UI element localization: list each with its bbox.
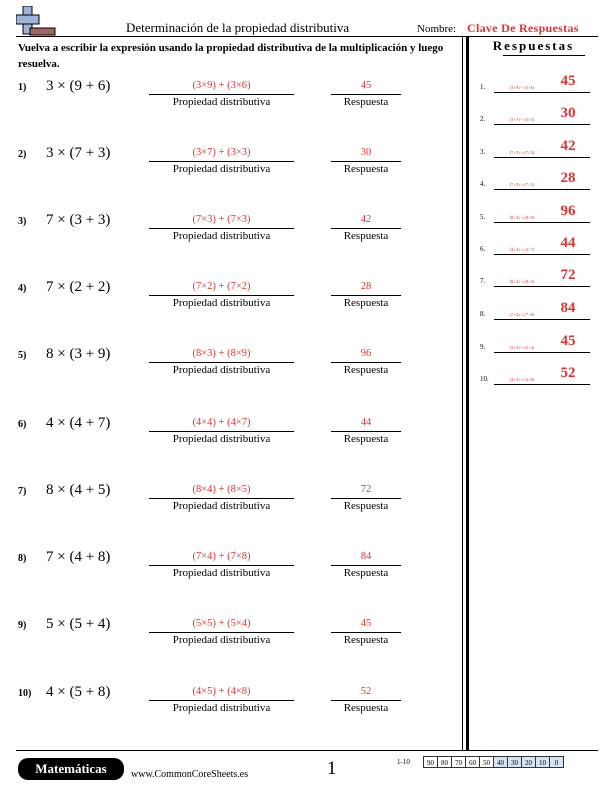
result-answer-line <box>331 295 401 296</box>
distributive-label: Propiedad distributiva <box>172 433 271 445</box>
problem-expression: 7 × (2 + 2) <box>46 279 111 295</box>
problem-item <box>0 616 460 670</box>
result-answer: 42 <box>360 214 372 225</box>
score-cell: 0 <box>549 756 564 768</box>
key-number: 7. <box>480 277 486 285</box>
distributive-answer-line <box>149 161 294 162</box>
result-label: Respuesta <box>343 364 389 376</box>
result-answer: 44 <box>360 417 372 428</box>
problem-number: 8) <box>18 553 27 564</box>
key-answer: 72 <box>560 267 576 283</box>
answer-key-row <box>470 170 598 195</box>
score-cell: 20 <box>521 756 536 768</box>
key-number: 10. <box>480 375 489 383</box>
key-answer-line <box>546 286 590 287</box>
problem-item <box>0 145 460 199</box>
answer-key-row <box>470 333 598 358</box>
key-answer-line <box>546 352 590 353</box>
result-label: Respuesta <box>343 634 389 646</box>
key-distributive-line <box>494 124 550 125</box>
result-label: Respuesta <box>343 96 389 108</box>
key-distributive-line <box>494 189 550 190</box>
distributive-answer: (5×5) + (5×4) <box>192 618 251 629</box>
key-number: 9. <box>480 343 486 351</box>
result-label: Respuesta <box>343 433 389 445</box>
problem-item <box>0 78 460 132</box>
result-answer: 28 <box>360 281 372 292</box>
key-number: 1. <box>480 83 486 91</box>
problem-expression: 5 × (5 + 4) <box>46 616 111 632</box>
problem-expression: 8 × (4 + 5) <box>46 482 111 498</box>
problem-item <box>0 482 460 536</box>
key-distributive: (8×4) + (8×5) <box>509 279 535 284</box>
problem-item <box>0 684 460 738</box>
score-table <box>424 756 564 768</box>
answer-key-row <box>470 365 598 390</box>
key-distributive: (5×5) + (5×4) <box>509 345 535 350</box>
score-cell: 90 <box>423 756 438 768</box>
key-distributive-line <box>494 157 550 158</box>
result-answer: 45 <box>360 618 372 629</box>
distributive-answer-line <box>149 228 294 229</box>
distributive-answer-line <box>149 700 294 701</box>
distributive-label: Propiedad distributiva <box>172 230 271 242</box>
key-distributive-line <box>494 286 550 287</box>
brand-badge: Matemáticas <box>18 758 124 780</box>
distributive-label: Propiedad distributiva <box>172 500 271 512</box>
problem-number: 9) <box>18 620 27 631</box>
result-answer-line <box>331 228 401 229</box>
distributive-answer: (4×5) + (4×8) <box>192 686 251 697</box>
score-cell: 30 <box>507 756 522 768</box>
distributive-answer: (8×4) + (8×5) <box>192 484 251 495</box>
problem-item <box>0 346 460 400</box>
plus-minus-logo-icon <box>16 6 56 36</box>
key-answer: 42 <box>560 138 576 154</box>
score-range-label: 1-10 <box>397 758 410 766</box>
score-cell: 10 <box>535 756 550 768</box>
column-divider <box>466 37 469 750</box>
score-cell: 40 <box>493 756 508 768</box>
site-url: www.CommonCoreSheets.es <box>131 769 249 780</box>
column-divider <box>462 37 463 750</box>
key-distributive: (4×5) + (4×8) <box>509 377 535 382</box>
problem-number: 2) <box>18 149 27 160</box>
key-answer-line <box>546 124 590 125</box>
distributive-answer-line <box>149 565 294 566</box>
key-distributive: (7×3) + (7×3) <box>509 150 535 155</box>
result-label: Respuesta <box>343 702 389 714</box>
result-answer-line <box>331 565 401 566</box>
distributive-answer: (4×4) + (4×7) <box>192 417 251 428</box>
distributive-answer: (3×9) + (3×6) <box>192 80 251 91</box>
key-distributive-line <box>494 222 550 223</box>
answer-key-row <box>470 235 598 260</box>
result-answer: 72 <box>360 484 372 495</box>
problem-item <box>0 415 460 469</box>
key-distributive: (7×2) + (7×2) <box>509 182 535 187</box>
answer-key-row <box>470 203 598 228</box>
answer-key-row <box>470 105 598 130</box>
key-distributive: (7×4) + (7×8) <box>509 312 535 317</box>
answer-key-row <box>470 300 598 325</box>
distributive-answer: (7×3) + (7×3) <box>192 214 251 225</box>
key-distributive: (3×7) + (3×3) <box>509 117 535 122</box>
distributive-answer-line <box>149 498 294 499</box>
score-cell: 50 <box>479 756 494 768</box>
key-number: 3. <box>480 148 486 156</box>
problem-item <box>0 212 460 266</box>
answer-key-row <box>470 267 598 292</box>
problem-number: 7) <box>18 486 27 497</box>
footer-rule <box>16 750 598 751</box>
distributive-label: Propiedad distributiva <box>172 634 271 646</box>
distributive-label: Propiedad distributiva <box>172 567 271 579</box>
problem-expression: 7 × (3 + 3) <box>46 212 111 228</box>
result-answer: 96 <box>360 348 372 359</box>
key-answer: 52 <box>560 365 576 381</box>
result-label: Respuesta <box>343 163 389 175</box>
result-label: Respuesta <box>343 297 389 309</box>
problem-expression: 8 × (3 + 9) <box>46 346 111 362</box>
distributive-answer-line <box>149 295 294 296</box>
key-distributive-line <box>494 254 550 255</box>
problem-expression: 3 × (7 + 3) <box>46 145 111 161</box>
result-label: Respuesta <box>343 230 389 242</box>
key-number: 8. <box>480 310 486 318</box>
instructions: Vuelva a escribir la expresión usando la propiedad distributiva de la multiplicación y luego resuelva. <box>18 42 444 70</box>
key-number: 6. <box>480 245 486 253</box>
key-distributive-line <box>494 384 550 385</box>
key-distributive: (3×9) + (3×6) <box>509 85 535 90</box>
distributive-answer-line <box>149 431 294 432</box>
problem-number: 5) <box>18 350 27 361</box>
key-distributive: (4×4) + (4×7) <box>509 247 535 252</box>
key-answer: 45 <box>560 73 576 89</box>
key-answer: 84 <box>560 300 576 316</box>
result-answer: 30 <box>360 147 372 158</box>
problem-number: 10) <box>18 688 32 699</box>
key-answer-line <box>546 189 590 190</box>
key-answer: 96 <box>560 203 576 219</box>
distributive-label: Propiedad distributiva <box>172 364 271 376</box>
name-value: Clave De Respuestas <box>467 21 579 35</box>
result-label: Respuesta <box>343 500 389 512</box>
distributive-answer: (7×4) + (7×8) <box>192 551 251 562</box>
page-number: 1 <box>327 758 337 779</box>
key-answer-line <box>546 384 590 385</box>
key-answer-line <box>546 92 590 93</box>
distributive-answer: (7×2) + (7×2) <box>192 281 251 292</box>
key-distributive-line <box>494 352 550 353</box>
distributive-label: Propiedad distributiva <box>172 163 271 175</box>
result-answer: 52 <box>360 686 372 697</box>
problem-number: 1) <box>18 82 27 93</box>
result-answer-line <box>331 431 401 432</box>
answer-key-row <box>470 73 598 98</box>
problem-expression: 4 × (5 + 8) <box>46 684 111 700</box>
key-answer-line <box>546 222 590 223</box>
key-answer: 30 <box>560 105 576 121</box>
problem-expression: 4 × (4 + 7) <box>46 415 111 431</box>
result-answer-line <box>331 632 401 633</box>
key-answer: 45 <box>560 333 576 349</box>
distributive-answer: (3×7) + (3×3) <box>192 147 251 158</box>
header-rule <box>16 36 598 37</box>
distributive-label: Propiedad distributiva <box>172 96 271 108</box>
key-number: 4. <box>480 180 486 188</box>
result-answer-line <box>331 362 401 363</box>
distributive-label: Propiedad distributiva <box>172 297 271 309</box>
answer-key-title-underline <box>503 55 585 56</box>
key-distributive-line <box>494 319 550 320</box>
name-label: Nombre: <box>417 23 457 35</box>
result-answer-line <box>331 498 401 499</box>
key-answer: 44 <box>560 235 576 251</box>
distributive-answer: (8×3) + (8×9) <box>192 348 251 359</box>
distributive-answer-line <box>149 632 294 633</box>
score-cell: 60 <box>465 756 480 768</box>
problem-item <box>0 549 460 603</box>
distributive-answer-line <box>149 362 294 363</box>
problem-number: 6) <box>18 419 27 430</box>
key-answer-line <box>546 157 590 158</box>
result-answer: 45 <box>360 80 372 91</box>
key-answer-line <box>546 319 590 320</box>
problem-expression: 7 × (4 + 8) <box>46 549 111 565</box>
answer-key-row <box>470 138 598 163</box>
problem-item <box>0 279 460 333</box>
page-title: Determinación de la propiedad distributiva <box>126 20 350 35</box>
result-label: Respuesta <box>343 567 389 579</box>
key-number: 2. <box>480 115 486 123</box>
key-number: 5. <box>480 213 486 221</box>
score-cell: 70 <box>451 756 466 768</box>
problem-expression: 3 × (9 + 6) <box>46 78 111 94</box>
score-cell: 80 <box>437 756 452 768</box>
key-answer-line <box>546 254 590 255</box>
problem-number: 3) <box>18 216 27 227</box>
key-distributive: (8×3) + (8×9) <box>509 215 535 220</box>
result-answer-line <box>331 161 401 162</box>
key-answer: 28 <box>560 170 576 186</box>
result-answer-line <box>331 700 401 701</box>
result-answer: 84 <box>360 551 372 562</box>
distributive-answer-line <box>149 94 294 95</box>
answer-key-title: Respuestas <box>492 38 575 53</box>
problem-number: 4) <box>18 283 27 294</box>
result-answer-line <box>331 94 401 95</box>
distributive-label: Propiedad distributiva <box>172 702 271 714</box>
key-distributive-line <box>494 92 550 93</box>
